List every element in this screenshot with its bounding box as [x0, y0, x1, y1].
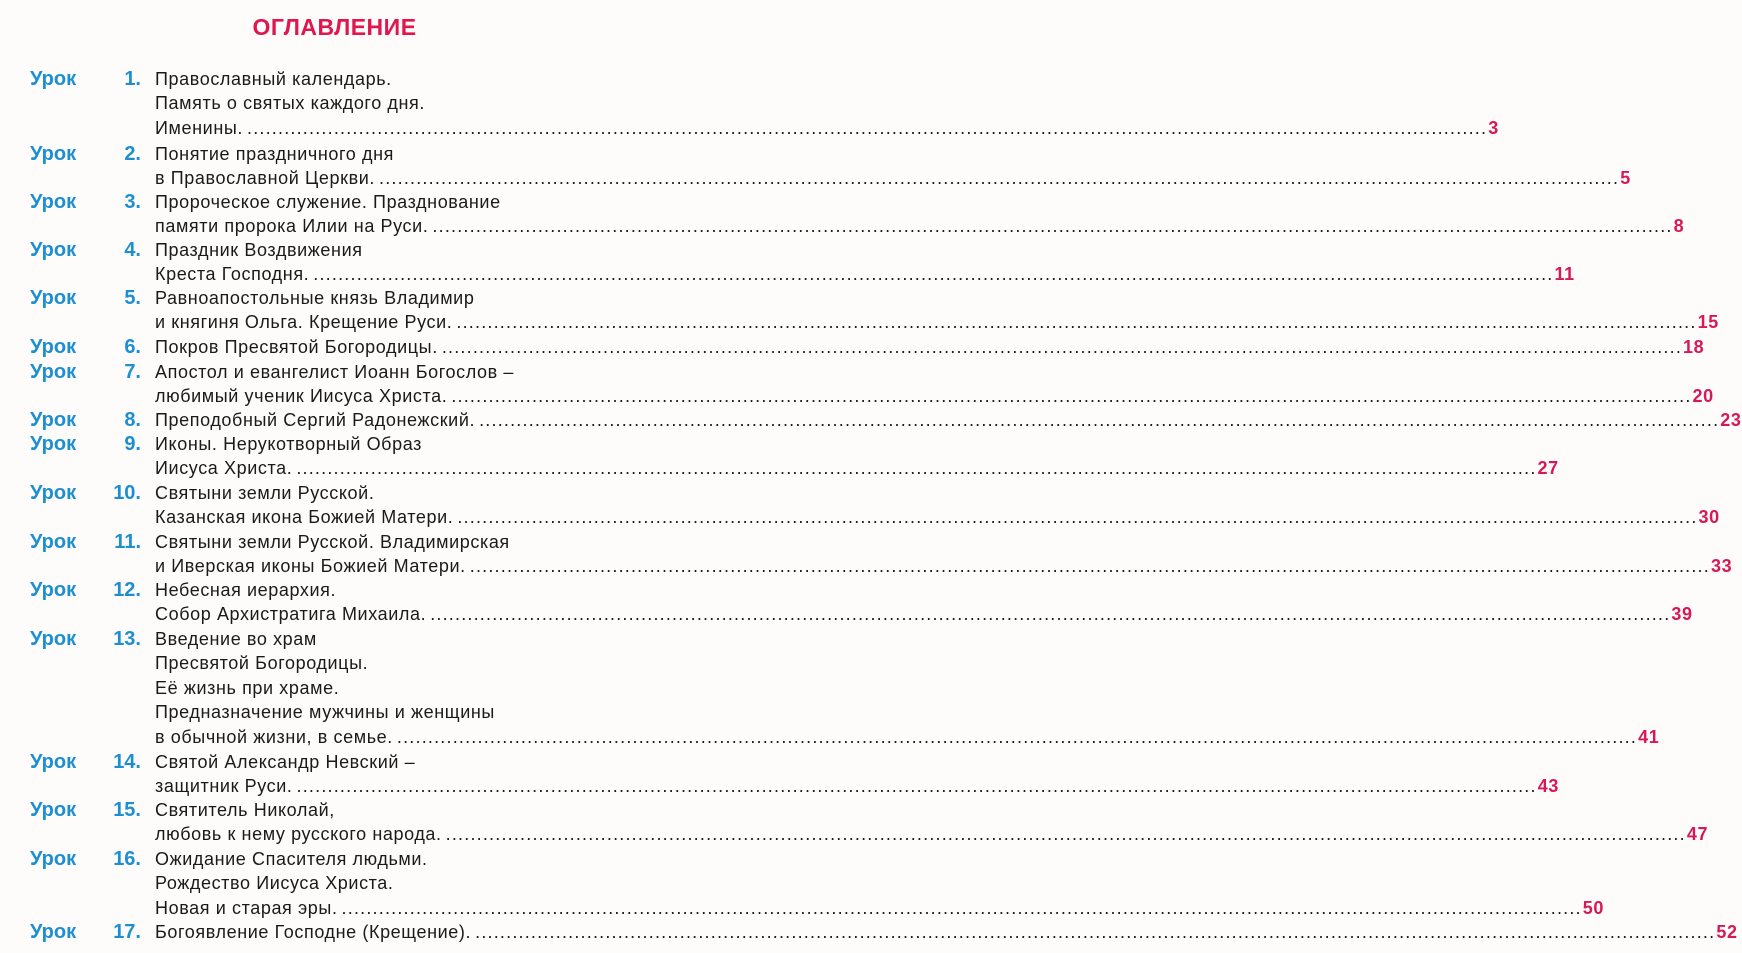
lesson-title-text: и Иверская иконы Божией Матери.	[155, 556, 466, 577]
lesson-word: Урок	[30, 239, 77, 261]
page-number[interactable]: 33	[1710, 556, 1733, 577]
dot-leader: ........................................................................................................................................................................................................	[457, 507, 1698, 528]
dot-leader: ........................................................................................................................................................................................................	[379, 168, 1620, 189]
page-number[interactable]: 30	[1698, 507, 1720, 528]
lesson-word: Урок	[30, 409, 77, 431]
lesson-number: 6.	[124, 336, 141, 358]
page-number[interactable]: 39	[1671, 604, 1693, 625]
lesson-title-text: любимый ученик Иисуса Христа.	[155, 386, 448, 407]
lesson-title-text: Казанская икона Божией Матери.	[155, 507, 454, 528]
lesson-word: Урок	[30, 751, 77, 773]
lesson-title-text: Преподобный Сергий Радонежский.	[155, 410, 476, 430]
lesson-word: Урок	[30, 628, 77, 650]
page-number[interactable]: 15	[1697, 312, 1719, 333]
lesson-title	[155, 578, 1693, 627]
lesson-number: 9.	[124, 433, 141, 455]
lesson-title-line: Праздник Воздвижения	[155, 240, 363, 260]
lesson-title-line	[155, 116, 1499, 140]
lesson-title-line: Святыни земли Русской.	[155, 483, 375, 503]
lesson-title-text: любовь к нему русского народа.	[155, 824, 442, 845]
dot-leader: ........................................................................................................................................................................................................	[396, 726, 1638, 747]
lesson-title-line: Святой Александр Невский –	[155, 752, 416, 772]
lesson-word: Урок	[30, 579, 77, 601]
lesson-title-line	[155, 602, 1693, 626]
dot-leader: ........................................................................................................................................................................................................	[445, 824, 1686, 845]
page-number[interactable]: 20	[1692, 386, 1714, 407]
lesson-title-text: Новая и старая эры.	[155, 897, 338, 918]
lesson-title-line	[155, 456, 1559, 480]
lesson-title-line: Небесная иерархия.	[155, 580, 337, 600]
page-number[interactable]: 3	[1488, 117, 1499, 138]
lesson-title-line: Предназначение мужчины и женщины	[155, 702, 495, 723]
dot-leader: ........................................................................................................................................................................................................	[432, 216, 1673, 237]
dot-leader: ........................................................................................................................................................................................................	[456, 312, 1697, 333]
page-number[interactable]: 47	[1686, 824, 1709, 845]
lesson-title-text: защитник Руси.	[155, 776, 293, 797]
page-number[interactable]: 11	[1554, 264, 1575, 285]
lesson-number: 15.	[113, 799, 141, 821]
page-title: ОГЛАВЛЕНИЕ	[252, 14, 417, 40]
dot-leader: ........................................................................................................................................................................................................	[479, 410, 1720, 430]
dot-leader: ........................................................................................................................................................................................................	[441, 337, 1683, 357]
lesson-title	[155, 335, 1705, 359]
lesson-title	[155, 238, 1575, 287]
lesson-title	[155, 847, 1604, 920]
lesson-title	[155, 481, 1720, 530]
lesson-number: 4.	[124, 239, 141, 261]
dot-leader: ........................................................................................................................................................................................................	[296, 776, 1537, 797]
lesson-word: Урок	[30, 531, 77, 553]
lesson-number: 16.	[113, 848, 141, 870]
lesson-word: Урок	[30, 68, 77, 90]
page-number[interactable]: 43	[1537, 776, 1559, 797]
lesson-title-text: и княгиня Ольга. Крещение Руси.	[155, 312, 453, 333]
lesson-title	[155, 432, 1559, 481]
lesson-number: 12.	[113, 579, 141, 601]
lesson-title-line: Пресвятой Богородицы.	[155, 653, 369, 674]
lesson-title-line: Введение во храм	[155, 629, 317, 649]
lesson-title-line	[155, 166, 1631, 190]
lesson-title-text: Креста Господня.	[155, 264, 310, 285]
lesson-title-line: Апостол и евангелист Иоанн Богослов –	[155, 362, 515, 382]
lesson-word: Урок	[30, 921, 77, 943]
lesson-number: 14.	[113, 751, 141, 773]
lesson-title-line	[155, 214, 1685, 238]
lesson-title-text: Именины.	[155, 117, 243, 138]
lesson-title	[155, 530, 1733, 579]
lesson-title-line	[155, 262, 1575, 286]
lesson-title	[155, 190, 1685, 239]
lesson-title-line: Пророческое служение. Празднование	[155, 192, 501, 212]
lesson-title-text: Богоявление Господне (Крещение).	[155, 922, 472, 942]
lesson-title-line: Понятие праздничного дня	[155, 144, 394, 164]
lesson-title-text: памяти пророка Илии на Руси.	[155, 216, 429, 237]
lesson-title-line	[155, 725, 1660, 749]
lesson-word: Урок	[30, 482, 77, 504]
lesson-number: 7.	[124, 361, 141, 383]
lesson-word: Урок	[30, 191, 77, 213]
lesson-word: Урок	[30, 287, 77, 309]
page-number[interactable]: 23	[1720, 410, 1742, 430]
lesson-title	[155, 142, 1631, 191]
lesson-word: Урок	[30, 143, 77, 165]
lesson-number: 8.	[124, 409, 141, 431]
lesson-title	[155, 360, 1714, 409]
lesson-title	[155, 750, 1559, 799]
lesson-title	[155, 920, 1738, 944]
page-number[interactable]: 52	[1716, 922, 1738, 942]
lesson-title	[155, 627, 1660, 749]
lesson-title-line: Рождество Иисуса Христа.	[155, 873, 394, 894]
lesson-title-line	[155, 310, 1719, 334]
lesson-number: 5.	[124, 287, 141, 309]
page-number[interactable]: 27	[1537, 458, 1559, 479]
dot-leader: ........................................................................................................................................................................................................	[341, 897, 1582, 918]
page-number[interactable]: 50	[1582, 897, 1604, 918]
lesson-title-line: Память о святых каждого дня.	[155, 93, 426, 114]
lesson-title-line	[155, 408, 1742, 432]
lesson-title-line: Ожидание Спасителя людьми.	[155, 849, 428, 869]
lesson-title	[155, 286, 1719, 335]
lesson-title-line: Православный календарь.	[155, 69, 392, 89]
lesson-title-line	[155, 505, 1720, 529]
lesson-title-line: Её жизнь при храме.	[155, 677, 340, 698]
dot-leader: ........................................................................................................................................................................................................	[296, 458, 1537, 479]
lesson-number: 1.	[124, 68, 141, 90]
lesson-title-line	[155, 822, 1709, 846]
lesson-title-text: в Православной Церкви.	[155, 168, 376, 189]
lesson-title	[155, 798, 1709, 847]
page-number[interactable]: 18	[1683, 337, 1705, 357]
lesson-title-line: Иконы. Нерукотворный Образ	[155, 434, 422, 454]
lesson-title-text: в обычной жизни, в семье.	[155, 726, 393, 747]
lesson-word: Урок	[30, 799, 77, 821]
page-number[interactable]: 5	[1620, 168, 1631, 189]
dot-leader: ........................................................................................................................................................................................................	[469, 556, 1710, 577]
lesson-word: Урок	[30, 848, 77, 870]
dot-leader: ........................................................................................................................................................................................................	[247, 117, 1488, 138]
page-number[interactable]: 41	[1638, 726, 1660, 747]
dot-leader: ........................................................................................................................................................................................................	[475, 922, 1716, 942]
lesson-title	[155, 408, 1742, 432]
lesson-number: 2.	[124, 143, 141, 165]
page-number[interactable]: 8	[1673, 216, 1685, 237]
lesson-title-line	[155, 335, 1705, 359]
lesson-title-line	[155, 774, 1559, 798]
lesson-number: 17.	[113, 921, 141, 943]
lesson-title-line: Равноапостольные князь Владимир	[155, 288, 475, 308]
lesson-title-text: Иисуса Христа.	[155, 458, 293, 479]
lesson-title-text: Покров Пресвятой Богородицы.	[155, 337, 438, 357]
lesson-word: Урок	[30, 336, 77, 358]
lesson-word: Урок	[30, 433, 77, 455]
lesson-word: Урок	[30, 361, 77, 383]
dot-leader: ........................................................................................................................................................................................................	[451, 386, 1692, 407]
lesson-number: 3.	[124, 191, 141, 213]
dot-leader: ........................................................................................................................................................................................................	[430, 604, 1671, 625]
lesson-title-line	[155, 554, 1733, 578]
lesson-title-line	[155, 896, 1604, 920]
lesson-title-text: Собор Архистратига Михаила.	[155, 604, 427, 625]
lesson-number: 13.	[113, 628, 141, 650]
lesson-title	[155, 67, 1499, 140]
lesson-number: 11.	[114, 531, 141, 553]
lesson-title-line	[155, 920, 1738, 944]
lesson-title-line: Святитель Николай,	[155, 800, 335, 820]
dot-leader: ........................................................................................................................................................................................................	[313, 264, 1554, 285]
lesson-number: 10.	[113, 482, 141, 504]
lesson-title-line	[155, 384, 1714, 408]
lesson-title-line: Святыни земли Русской. Владимирская	[155, 532, 510, 552]
